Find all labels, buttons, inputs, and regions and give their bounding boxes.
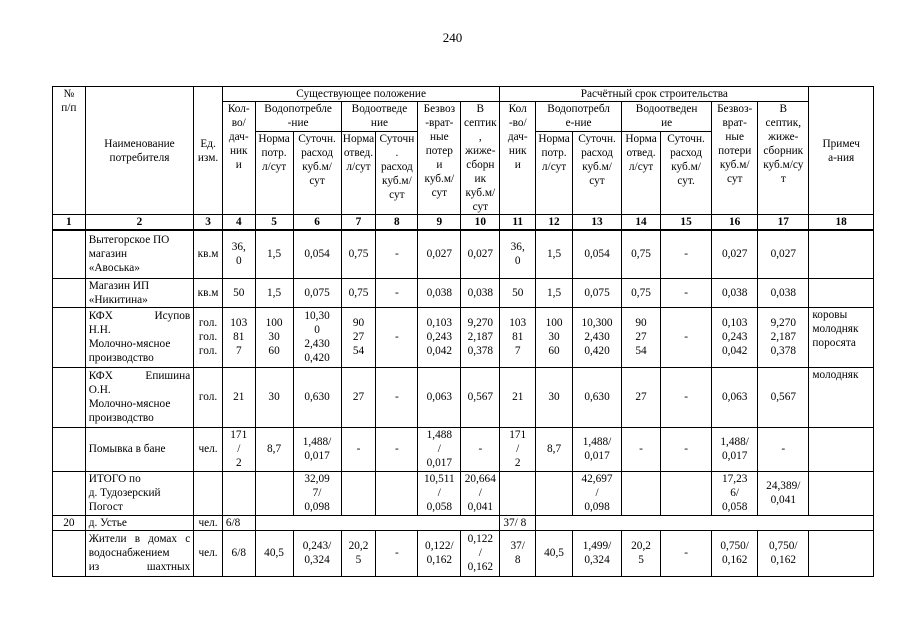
header-pr-water: Водопотребл е-ние [536, 102, 622, 132]
column-number: 6 [293, 215, 341, 231]
table-cell: 9,270 2,187 0,378 [758, 307, 809, 367]
header-unit: Ед. изм. [194, 87, 223, 215]
table-cell [222, 471, 255, 515]
header-pr-norm-drain: Норма отвед. л/сут [622, 131, 661, 214]
table-cell: 36, 0 [222, 230, 255, 278]
table-row [53, 367, 874, 427]
table-cell: - [376, 230, 418, 278]
header-pr-daily-use: Суточн. расход куб.м/ сут [572, 131, 621, 214]
table-cell: кв.м [194, 278, 223, 307]
table-cell: 0,075 [572, 278, 621, 307]
header-ex-daily-use: Суточн. расход куб.м/ сут [293, 131, 341, 214]
table-cell: 17,23 6/ 0,058 [712, 471, 758, 515]
table-cell: - [622, 427, 661, 471]
table-cell [809, 530, 874, 576]
table-cell [53, 230, 86, 278]
table-cell: 30 [536, 367, 573, 427]
column-number: 15 [660, 215, 711, 231]
table-cell: 37/ 8 [500, 515, 536, 530]
table-cell: 0,103 0,243 0,042 [712, 307, 758, 367]
table-cell: 0,054 [572, 230, 621, 278]
table-cell: 10,300 2,430 0,420 [572, 307, 621, 367]
header-note: Примеч а-ния [809, 87, 874, 215]
table-cell: 21 [222, 367, 255, 427]
table-cell: 8,7 [255, 427, 293, 471]
table-cell: 0,038 [418, 278, 461, 307]
empty-cell [255, 515, 500, 530]
table-cell: 20,664 / 0,041 [461, 471, 500, 515]
table-cell: 0,75 [341, 230, 376, 278]
table-row [53, 230, 874, 278]
table-cell: 50 [500, 278, 536, 307]
table-cell: 0,750/ 0,162 [712, 530, 758, 576]
table-body [53, 230, 874, 576]
header-ex-norm-use: Норма потр. л/сут [255, 131, 293, 214]
table-cell: 103 81 7 [222, 307, 255, 367]
table-cell [53, 278, 86, 307]
table-cell: 0,075 [293, 278, 341, 307]
table-cell: 40,5 [536, 530, 573, 576]
table-cell: 0,027 [418, 230, 461, 278]
table-cell: гол. гол. гол. [194, 307, 223, 367]
table-cell: 1,488/ 0,017 [712, 427, 758, 471]
table-cell: КФХ Исупов Н.Н. Молочно-мясное производство [85, 307, 193, 367]
table-cell: 90 27 54 [622, 307, 661, 367]
header-ex-drain: Водоотведе ние [341, 102, 418, 132]
table-cell [536, 471, 573, 515]
table-cell: Магазин ИП «Никитина» [85, 278, 193, 307]
table-cell: - [376, 427, 418, 471]
table-cell: д. Устье [85, 515, 193, 530]
page-number: 240 [442, 30, 463, 45]
table-cell: 1,488/ 0,017 [293, 427, 341, 471]
header-ex-norm-drain: Норма отвед. л/сут [341, 131, 376, 214]
table-cell: 27 [622, 367, 661, 427]
table-row [53, 515, 874, 530]
table-cell: 1,499/ 0,324 [572, 530, 621, 576]
table-cell [500, 471, 536, 515]
table-cell: 10,511 / 0,058 [418, 471, 461, 515]
column-number: 16 [712, 215, 758, 231]
table-cell: Вытегорское ПО магазин «Авоська» [85, 230, 193, 278]
header-pr-norm-use: Норма потр. л/сут [536, 131, 573, 214]
table-cell: кв.м [194, 230, 223, 278]
table-cell: 171 / 2 [500, 427, 536, 471]
table-cell: 1,5 [536, 278, 573, 307]
column-number: 9 [418, 215, 461, 231]
table-cell: молодняк [809, 367, 874, 427]
column-number: 4 [222, 215, 255, 231]
table-cell: 100 30 60 [536, 307, 573, 367]
table-cell: 0,122 / 0,162 [461, 530, 500, 576]
table-cell [194, 471, 223, 515]
table-cell: - [376, 367, 418, 427]
table-cell: 0,75 [341, 278, 376, 307]
column-number: 13 [572, 215, 621, 231]
table-cell: Помывка в бане [85, 427, 193, 471]
table-cell: 8,7 [536, 427, 573, 471]
table-cell: 0,063 [418, 367, 461, 427]
column-number: 3 [194, 215, 223, 231]
column-number: 17 [758, 215, 809, 231]
header-num: № п/п [53, 87, 86, 215]
table-cell [53, 307, 86, 367]
table-cell: 0,567 [758, 367, 809, 427]
table-cell [341, 471, 376, 515]
table-cell: 20 [53, 515, 86, 530]
table-cell: 20,2 5 [341, 530, 376, 576]
header-ex-daily-drain: Суточн . расход куб.м/ сут [376, 131, 418, 214]
column-number: 7 [341, 215, 376, 231]
table-cell: - [376, 307, 418, 367]
table-cell: - [660, 427, 711, 471]
header-ex-count: Кол- во/ дач- ник и [222, 102, 255, 215]
table-cell: Жители в домах с водоснабжением из шахтных [85, 530, 193, 576]
column-number: 8 [376, 215, 418, 231]
column-number: 12 [536, 215, 573, 231]
table-cell: - [660, 367, 711, 427]
header-pr-loss: Безвоз- врат- ные потери куб.м/ сут [712, 102, 758, 215]
table-cell: 1,488 / 0,017 [418, 427, 461, 471]
table-cell: КФХ Епишина О.Н. Молочно-мясное производство [85, 367, 193, 427]
column-number: 10 [461, 215, 500, 231]
table-cell: 100 30 60 [255, 307, 293, 367]
table-cell: 0,027 [712, 230, 758, 278]
table-cell: 0,027 [461, 230, 500, 278]
table-cell: 0,063 [712, 367, 758, 427]
table-cell: чел. [194, 530, 223, 576]
table-cell: 0,75 [622, 278, 661, 307]
table-row [53, 427, 874, 471]
table-cell [660, 471, 711, 515]
table-cell: - [341, 427, 376, 471]
table-cell: - [376, 530, 418, 576]
header-projected: Расчётный срок строительства [500, 87, 809, 102]
column-number: 2 [85, 215, 193, 231]
table-cell: 1,5 [255, 278, 293, 307]
table-cell [809, 427, 874, 471]
header-existing: Существующее положение [222, 87, 499, 102]
table-cell: 90 27 54 [341, 307, 376, 367]
header-pr-drain: Водоотведен ие [622, 102, 712, 132]
table-cell: 0,630 [293, 367, 341, 427]
table-cell: 20,2 5 [622, 530, 661, 576]
table-cell: 0,750/ 0,162 [758, 530, 809, 576]
header-ex-water: Водопотребле -ние [255, 102, 341, 132]
table-cell [53, 471, 86, 515]
table-cell: 50 [222, 278, 255, 307]
header-ex-loss: Безвоз -врат- ные потер и куб.м/ сут [418, 102, 461, 215]
table-cell: 0,054 [293, 230, 341, 278]
table-cell: 0,038 [461, 278, 500, 307]
table-cell: 0,122/ 0,162 [418, 530, 461, 576]
table-cell: - [660, 307, 711, 367]
table-cell [809, 230, 874, 278]
column-number: 1 [53, 215, 86, 231]
column-number: 14 [622, 215, 661, 231]
header-pr-daily-drain: Суточн. расход куб.м/ сут. [660, 131, 711, 214]
table-cell: 36, 0 [500, 230, 536, 278]
table-cell: чел. [194, 427, 223, 471]
table-cell: - [461, 427, 500, 471]
table-cell: 6/8 [222, 530, 255, 576]
table-cell: 30 [255, 367, 293, 427]
water-consumption-table [52, 86, 874, 577]
table-cell: 27 [341, 367, 376, 427]
table-cell: 0,038 [758, 278, 809, 307]
table-cell: 37/ 8 [500, 530, 536, 576]
table-cell: 42,697 / 0,098 [572, 471, 621, 515]
table-cell [809, 278, 874, 307]
column-number-row [53, 215, 874, 231]
table-cell: коровы молодняк поросята [809, 307, 874, 367]
table-cell: 0,027 [758, 230, 809, 278]
column-number: 5 [255, 215, 293, 231]
table-cell [255, 471, 293, 515]
table-cell: 10,30 0 2,430 0,420 [293, 307, 341, 367]
table-cell: 21 [500, 367, 536, 427]
table-cell [53, 367, 86, 427]
table-cell [809, 471, 874, 515]
table-cell: 0,567 [461, 367, 500, 427]
table-cell: - [376, 278, 418, 307]
column-number: 18 [809, 215, 874, 231]
table-cell: - [660, 278, 711, 307]
table-row [53, 530, 874, 576]
table-cell [53, 427, 86, 471]
table-cell: 1,488/ 0,017 [572, 427, 621, 471]
table-cell: 0,038 [712, 278, 758, 307]
header-ex-septic: В септик , жиже- сборн ик куб.м/ сут [461, 102, 500, 215]
table-cell: 1,5 [536, 230, 573, 278]
table-cell: 0,75 [622, 230, 661, 278]
table-cell: 24,389/ 0,041 [758, 471, 809, 515]
table-cell: ИТОГО по д. Тудозерский Погост [85, 471, 193, 515]
table-cell: 0,243/ 0,324 [293, 530, 341, 576]
empty-cell [536, 515, 874, 530]
table-cell: чел. [194, 515, 223, 530]
header-pr-count: Кол -во/ дач- ник и [500, 102, 536, 215]
header-pr-septic: В септик, жиже- сборник куб.м/су т [758, 102, 809, 215]
header-name: Наименование потребителя [85, 87, 193, 215]
table-cell: 1,5 [255, 230, 293, 278]
table-cell: - [758, 427, 809, 471]
table-row [53, 307, 874, 367]
table-cell: 40,5 [255, 530, 293, 576]
table-cell: 9,270 2,187 0,378 [461, 307, 500, 367]
table-cell: 32,09 7/ 0,098 [293, 471, 341, 515]
table-row [53, 278, 874, 307]
table-row [53, 471, 874, 515]
table-cell [622, 471, 661, 515]
column-number: 11 [500, 215, 536, 231]
table-cell [376, 471, 418, 515]
table-cell: 103 81 7 [500, 307, 536, 367]
table-cell [53, 530, 86, 576]
table-cell: гол. [194, 367, 223, 427]
table-cell: - [660, 230, 711, 278]
table-cell: 171 / 2 [222, 427, 255, 471]
table-cell: 6/8 [222, 515, 255, 530]
table-cell: 0,630 [572, 367, 621, 427]
table-cell: - [660, 530, 711, 576]
table-cell: 0,103 0,243 0,042 [418, 307, 461, 367]
